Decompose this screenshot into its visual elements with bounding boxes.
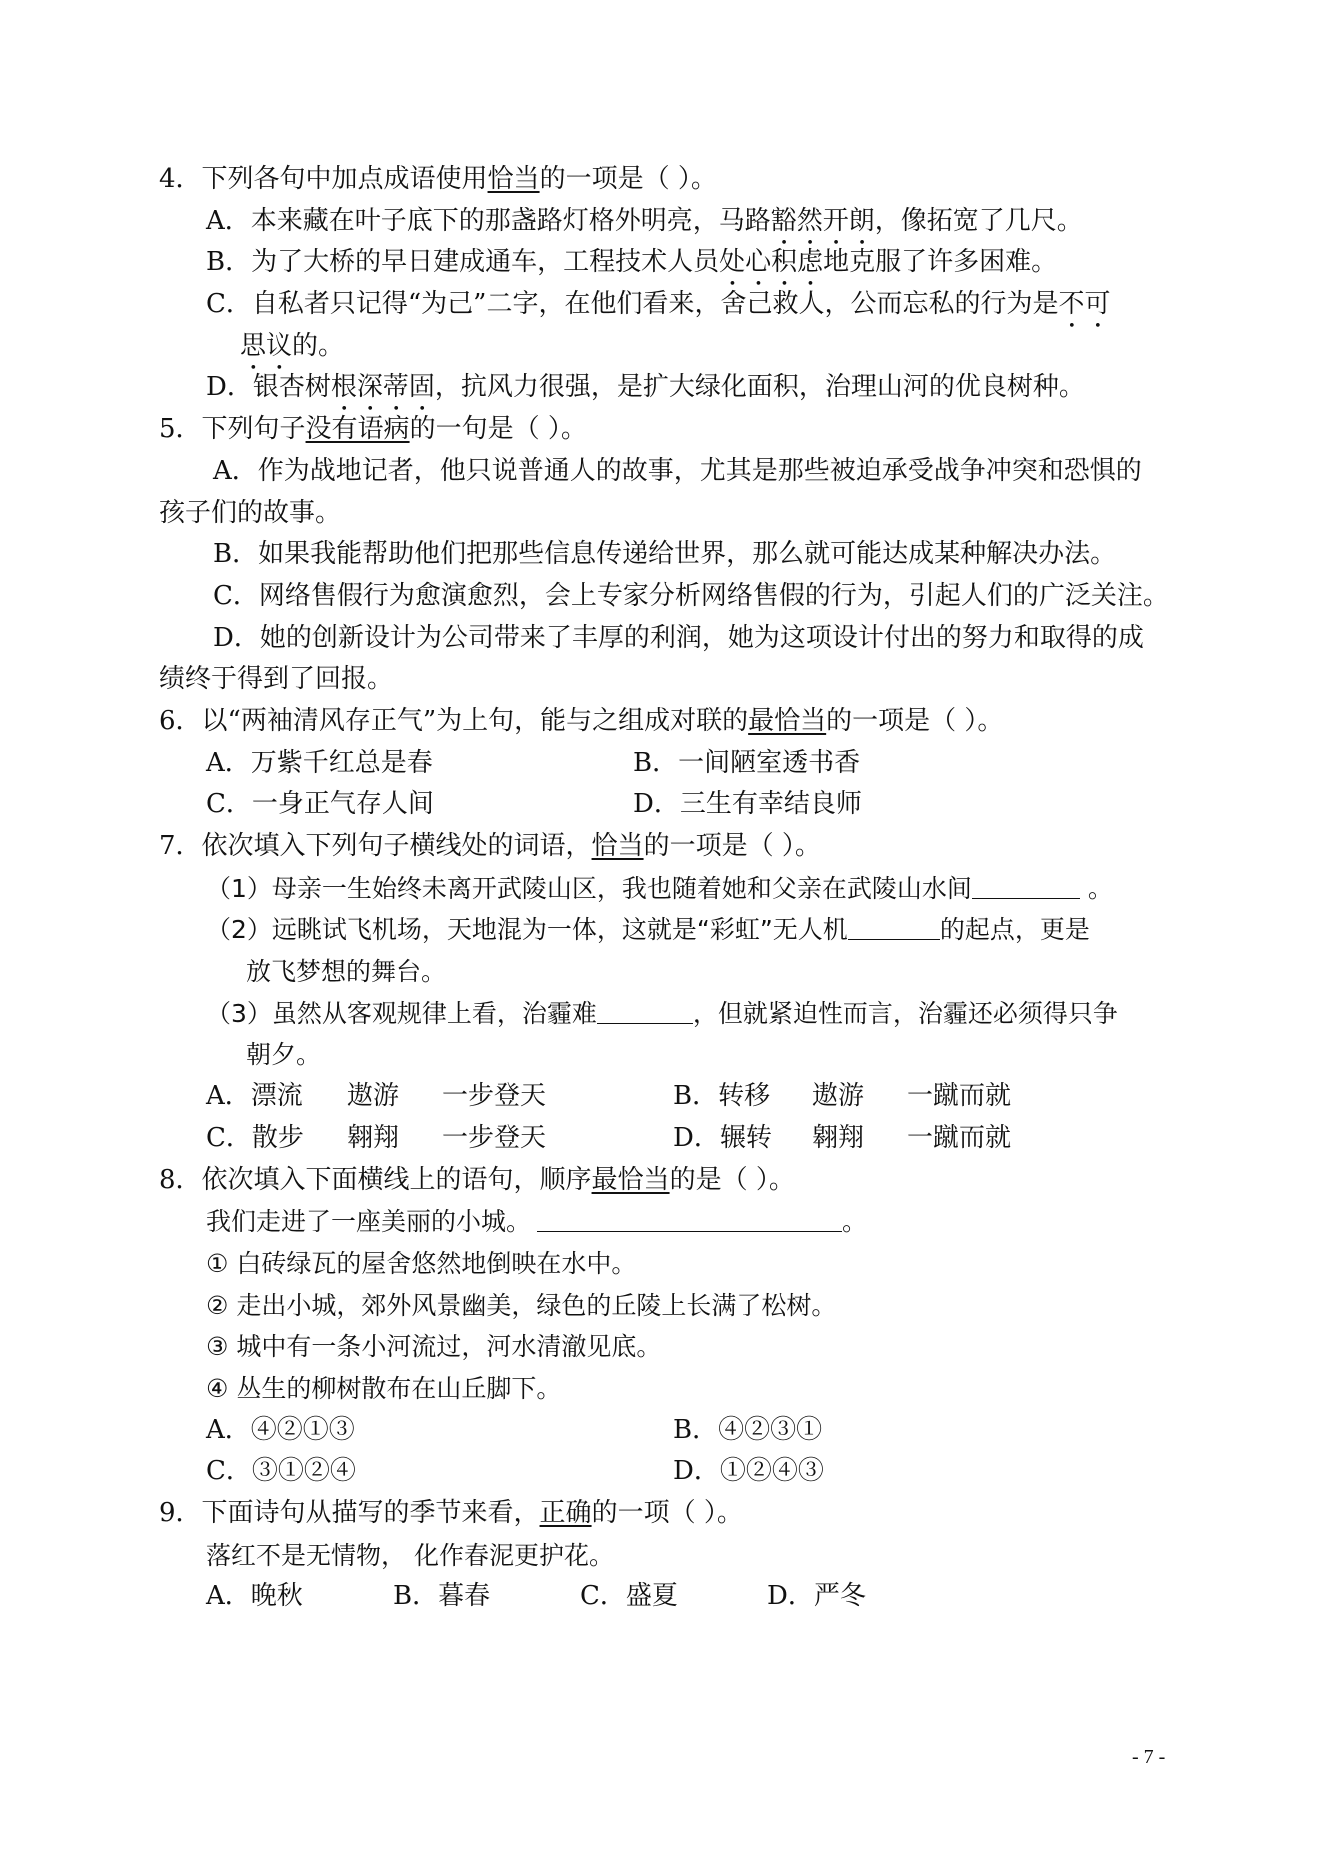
blank-line — [537, 1205, 842, 1232]
q7-option-d — [673, 1118, 772, 1160]
q7-s1-text-end: 。 — [1079, 873, 1113, 903]
q5-option-d-continued: 绩终于得到了回报。 — [159, 664, 394, 695]
q7-option-a-word-2: 遨游 — [347, 1081, 400, 1112]
blank-line — [597, 997, 693, 1024]
blank-line — [848, 913, 940, 940]
q9-stem-text: 9．下面诗句从描写的季节来看， — [159, 1498, 540, 1528]
q7-stem — [0, 826, 1323, 868]
q9-option-a: A．晚秋 — [206, 1581, 303, 1612]
q8-options-row-1 — [0, 1410, 1323, 1452]
q7-option-a-word-3: 一步登天 — [442, 1081, 547, 1112]
q9-option-c: C．盛夏 — [580, 1581, 678, 1612]
q8-stem-text: 8．依次填入下面横线上的语句，顺序 — [159, 1164, 592, 1195]
q7-s3-text: （3）虽然从客观规律上看，治霾难 — [206, 998, 597, 1028]
q4-c-dotted-idiom: 不可 — [1058, 289, 1111, 320]
q8-option-c: C．③①②④ — [206, 1456, 356, 1487]
q7-sentence-1 — [0, 868, 1323, 910]
q8-item-4: ④ 丛生的柳树散布在山丘脚下。 — [206, 1373, 562, 1403]
q7-option-c-word-3: 一步登天 — [442, 1122, 547, 1153]
q7-option-c-label: C． — [206, 1122, 252, 1153]
q6-option-d: D．三生有幸结良师 — [633, 789, 862, 820]
q9-options-row — [0, 1576, 1323, 1618]
q4-d-text-end: ，抗风力很强，是扩大绿化面积，治理山河的优良树种。 — [434, 372, 1085, 403]
q7-stem-text: 7．依次填入下列句子横线处的词语， — [159, 831, 592, 861]
q5-stem-text-end: 的一句是（ ）。 — [409, 414, 587, 445]
q7-option-a — [206, 1076, 303, 1118]
q7-option-d-word-2: 翱翔 — [812, 1122, 865, 1153]
q9-stem — [0, 1493, 1323, 1535]
q6-option-a: A．万紫千红总是春 — [206, 747, 433, 778]
q6-option-c: C．一身正气存人间 — [206, 789, 434, 820]
q7-s1-text: （1）母亲一生始终未离开武陵山区，我也随着她和父亲在武陵山水间 — [206, 873, 972, 903]
q8-options-row-2 — [0, 1451, 1323, 1493]
q7-stem-text-end: 的一项是（ ）。 — [643, 831, 821, 861]
q8-item-3: ③ 城中有一条小河流过，河水清澈见底。 — [206, 1332, 662, 1362]
q4-c-text-end: 的。 — [292, 330, 345, 361]
q7-option-c-word-2: 翱翔 — [347, 1122, 400, 1153]
q7-sentence-2 — [0, 909, 1323, 951]
q7-stem-underlined: 恰当 — [591, 831, 644, 861]
q4-option-c — [0, 284, 1323, 326]
q4-option-a — [0, 201, 1323, 243]
q8-lead-text: 我们走进了一座美丽的小城。 — [206, 1207, 532, 1237]
q6-options-row-2 — [0, 784, 1323, 826]
q7-option-a-word-1: 漂流 — [250, 1081, 303, 1112]
q4-c-text: C．自私者只记得“为己”二字，在他们看来，舍己救人，公而忘私的行为是 — [206, 289, 1059, 320]
q7-option-d-label: D． — [673, 1122, 720, 1153]
question-list — [0, 159, 1323, 1618]
q5-option-a-continued: 孩子们的故事。 — [159, 497, 342, 528]
q8-lead-sentence — [0, 1201, 1323, 1243]
q9-option-d: D．严冬 — [767, 1581, 866, 1612]
q5-option-d: D．她的创新设计为公司带来了丰厚的利润，她为这项设计付出的努力和取得的成 — [213, 622, 1144, 653]
q8-item-1: ① 白砖绿瓦的屋舍悠然地倒映在水中。 — [206, 1248, 637, 1278]
q5-stem-text: 5．下列句子 — [159, 414, 306, 445]
q4-c-dotted-idiom-cont: 思议 — [240, 330, 293, 361]
q5-stem-underlined: 没有语病 — [305, 414, 410, 445]
q7-s2-text: （2）远眺试飞机场，天地混为一体，这就是“彩虹”无人机 — [206, 915, 848, 945]
q7-option-b-word-2: 遨游 — [812, 1081, 865, 1112]
q7-option-c — [206, 1118, 304, 1160]
q4-stem-text: 4．下列各句中加点成语使用 — [159, 164, 488, 194]
q6-stem-underlined: 最恰当 — [748, 705, 827, 736]
q4-a-text-end: ，像拓宽了几尺。 — [874, 205, 1083, 236]
q9-stem-text-end: 的一项（ ）。 — [591, 1498, 743, 1528]
q8-item-2: ② 走出小城，郊外风景幽美，绿色的丘陵上长满了松树。 — [206, 1290, 837, 1320]
q6-options-row-1 — [0, 743, 1323, 785]
q7-s2-text-end: 的起点，更是 — [939, 915, 1090, 945]
q4-b-text: B．为了大桥的早日建成通车，工程技术人员 — [206, 247, 720, 278]
q4-b-text-end: 地克服了许多困难。 — [823, 247, 1058, 278]
q4-option-b — [0, 242, 1323, 284]
q4-option-d — [0, 367, 1323, 409]
q5-option-c: C．网络售假行为愈演愈烈，会上专家分析网络售假的行为，引起人们的广泛关注。 — [213, 580, 1169, 611]
q6-stem-text-end: 的一项是（ ）。 — [826, 705, 1004, 736]
q7-option-b-word-1: 转移 — [718, 1081, 771, 1112]
q5-stem — [0, 409, 1323, 451]
q7-option-b-label: B． — [673, 1081, 719, 1112]
q4-stem-text-end: 的一项是（ ）。 — [539, 164, 717, 194]
q6-option-b: B．一间陋室透书香 — [633, 747, 861, 778]
q5-option-a: A．作为战地记者，他只说普通人的故事，尤其是那些被迫承受战争冲突和恐惧的 — [213, 455, 1142, 486]
q7-s3-text-end: ，但就紧迫性而言，治霾还必须得只争 — [692, 998, 1118, 1028]
q4-stem-underlined: 恰当 — [487, 164, 540, 194]
q7-sentence-3 — [0, 993, 1323, 1035]
q8-option-a: A．④②①③ — [206, 1414, 355, 1445]
q9-option-b: B．暮春 — [393, 1581, 491, 1612]
q4-b-dotted-idiom: 处心积虑 — [719, 247, 824, 278]
q4-option-c-continued — [0, 326, 1323, 368]
q8-option-b: B．④②③① — [673, 1414, 823, 1445]
q7-options-row-1 — [0, 1076, 1323, 1118]
blank-line — [972, 872, 1080, 899]
q7-option-d-word-3: 一蹴而就 — [907, 1122, 1012, 1153]
q9-stem-underlined: 正确 — [539, 1498, 592, 1528]
q7-option-b-word-3: 一蹴而就 — [907, 1081, 1012, 1112]
q8-option-d: D．①②④③ — [673, 1456, 824, 1487]
q7-option-d-word-1: 辗转 — [719, 1122, 772, 1153]
q8-stem — [0, 1160, 1323, 1202]
q8-stem-underlined: 最恰当 — [591, 1164, 670, 1195]
q6-stem — [0, 701, 1323, 743]
q6-stem-text: 6．以“两袖清风存正气”为上句，能与之组成对联的 — [159, 705, 749, 736]
q9-poem-line: 落红不是无情物， 化作春泥更护花。 — [206, 1540, 614, 1570]
q7-option-a-label: A． — [206, 1081, 251, 1112]
q7-sentence-2-continued: 放飞梦想的舞台。 — [246, 957, 447, 987]
q7-options-row-2 — [0, 1118, 1323, 1160]
q7-option-b — [673, 1076, 770, 1118]
page-number: - 7 - — [1132, 1746, 1166, 1768]
q8-lead-text-end: 。 — [842, 1207, 868, 1237]
q4-d-dotted-idiom: 根深蒂固 — [330, 372, 435, 403]
q7-option-c-word-1: 散步 — [251, 1122, 304, 1153]
q4-d-text: D．银杏树 — [206, 372, 331, 403]
q7-sentence-3-continued: 朝夕。 — [246, 1040, 322, 1070]
q4-a-text: A．本来藏在叶子底下的那盏路灯格外明亮，马路 — [206, 205, 771, 236]
q8-stem-text-end: 的是（ ）。 — [669, 1164, 795, 1195]
q4-a-dotted-idiom: 豁然开朗 — [770, 205, 875, 236]
q4-stem — [0, 159, 1323, 201]
q5-option-b: B．如果我能帮助他们把那些信息传递给世界，那么就可能达成某种解决办法。 — [213, 539, 1117, 570]
